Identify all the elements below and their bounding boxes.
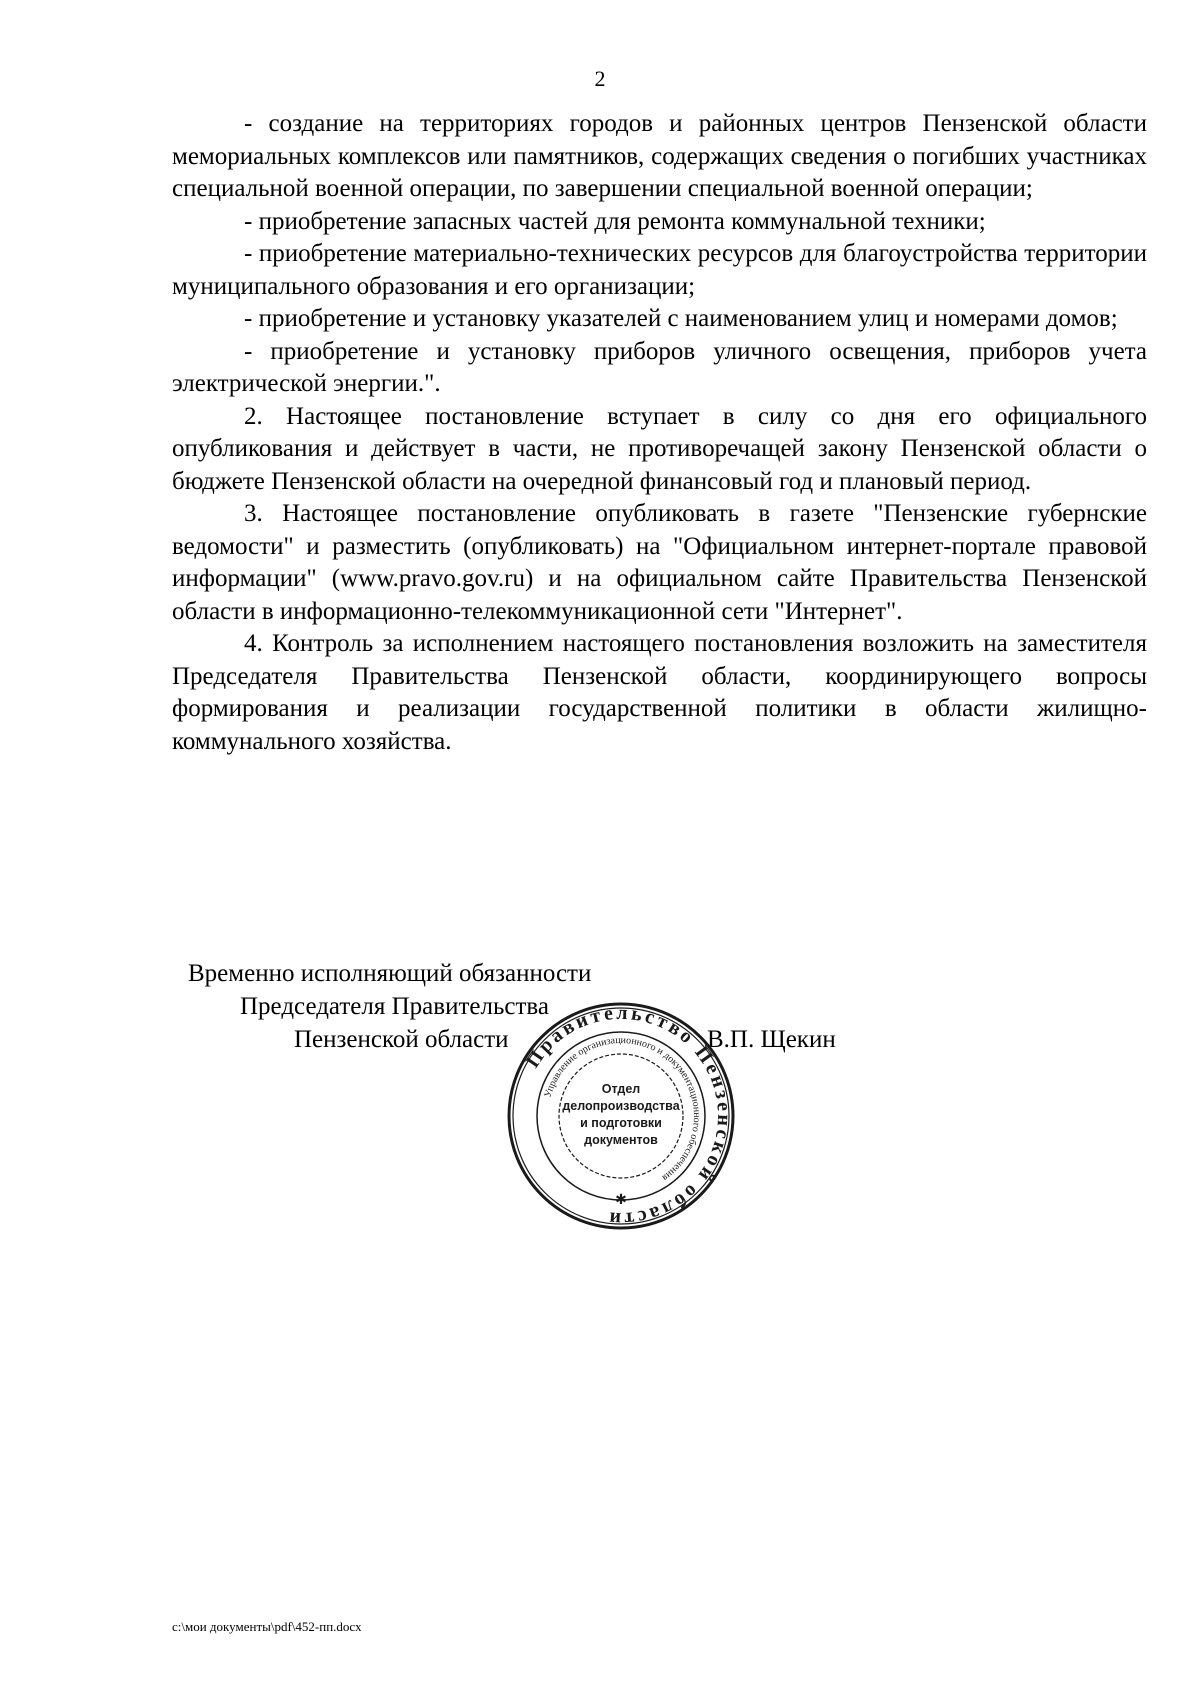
paragraph: 3. Настоящее постановление опубликовать в газете "Пензенские губернские ведомости" и разместить (опубликовать) на "Официальном интернет-портале правовой информации" (www.pravo.gov.ru) и на официальном сайте Правительства Пензенской области в информационно-телекоммуникационной сети "Интернет". — [172, 500, 1147, 625]
paragraph: - приобретение и установку указателей с наименованием улиц и номерами домов; — [244, 305, 1118, 332]
document-body — [172, 108, 1147, 758]
seal-middle-text: Управление организационного и документационного обеспечения — [542, 1034, 703, 1184]
paragraph: - приобретение материально-технических ресурсов для благоустройства территории муниципального образования и его организации; — [172, 240, 1147, 300]
seal-center-line: документов — [584, 1133, 658, 1147]
page-number: 2 — [594, 66, 606, 91]
paragraph: - приобретение запасных частей для ремонта коммунальной техники; — [244, 207, 986, 235]
svg-text:✱: ✱ — [615, 1193, 627, 1208]
seal-center-line: и подготовки — [580, 1116, 662, 1130]
seal-outer-text: Правительство Пензенской области — [521, 1001, 736, 1231]
signature-title-line-1: Временно исполняющий обязанности — [188, 960, 592, 987]
paragraph: 4. Контроль за исполнением настоящего постановления возложить на заместителя Председателя Правительства Пензенской области, координирующего вопросы формирования и реализации государственной политики в области жилищно-коммунального хозяйства. — [172, 630, 1147, 755]
paragraph: - создание на территориях городов и районных центров Пензенской области мемориальных комплексов или памятников, содержащих сведения о погибших участниках специальной военной операции, по завершении специальной военной операции; — [172, 110, 1147, 202]
signature-title-line-2: Председателя Правительства — [240, 993, 549, 1020]
signatory-name: В.П. Щекин — [707, 1026, 836, 1053]
paragraph: 2. Настоящее постановление вступает в силу со дня его официального опубликования и действует в части, не противоречащей закону Пензенской области о бюджете Пензенской области на очередной финансовый год и плановый период. — [172, 402, 1147, 495]
seal-center-line: Отдел — [601, 1082, 641, 1096]
signature-title-line-3: Пензенской области — [294, 1026, 509, 1053]
paragraph: - приобретение и установку приборов уличного освещения, приборов учета электрической энергии.". — [172, 337, 1147, 397]
seal-center-line: делопроизводства — [562, 1099, 680, 1113]
file-path-footer: c:\мои документы\pdf\452-пп.docx — [172, 1619, 362, 1634]
official-seal — [506, 1001, 736, 1231]
